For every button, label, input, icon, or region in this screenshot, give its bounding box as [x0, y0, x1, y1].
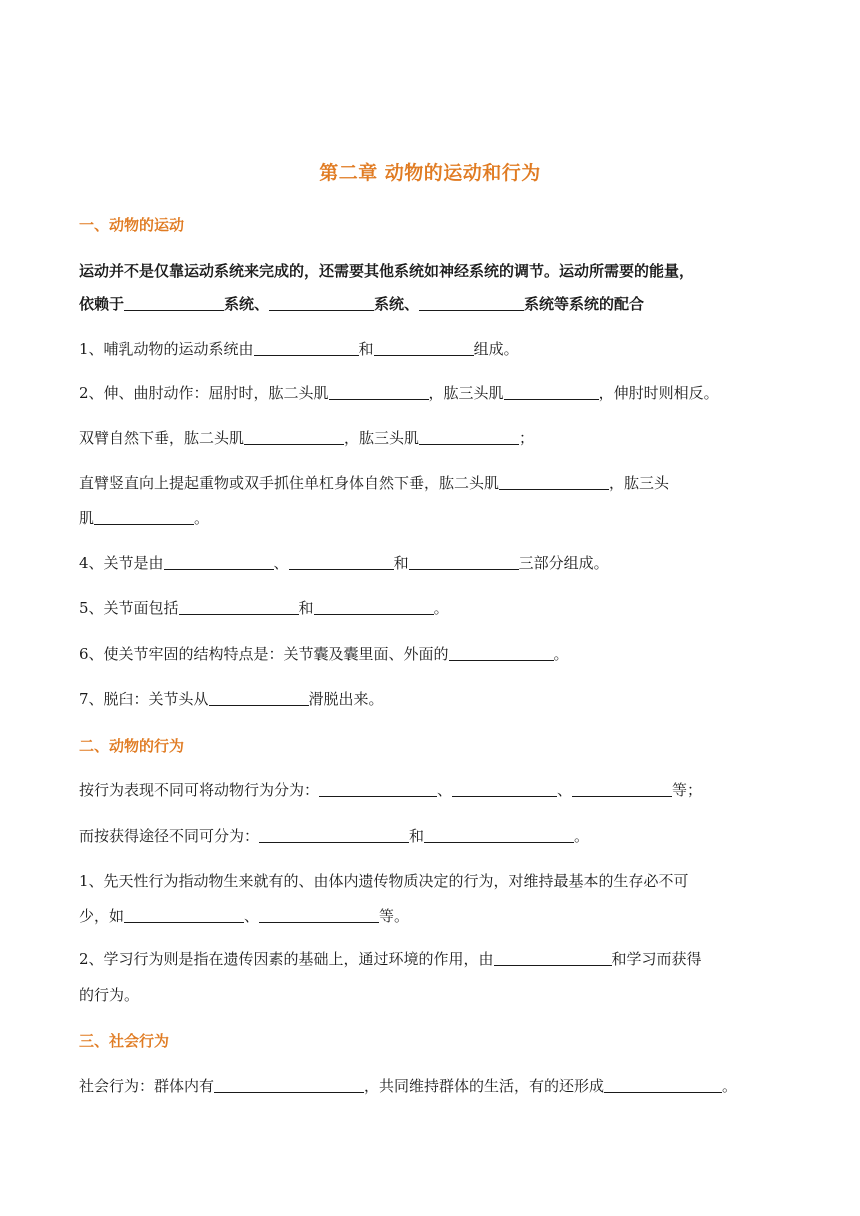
item-6	[79, 644, 785, 664]
text-segment: 和	[358, 340, 374, 358]
fill-blank[interactable]	[419, 429, 519, 445]
fill-blank[interactable]	[424, 827, 574, 843]
text-segment: 5、关节面包括	[79, 599, 179, 617]
text-segment: 和	[409, 827, 425, 845]
text-segment: 系统、	[224, 295, 270, 313]
fill-blank[interactable]	[94, 509, 194, 525]
text-segment: 。	[722, 1077, 738, 1095]
behavior-line-1	[79, 780, 785, 800]
fill-blank[interactable]	[504, 384, 599, 400]
learned-line-2: 的行为。	[79, 986, 140, 1004]
fill-blank[interactable]	[124, 295, 224, 311]
section-heading-social: 三、社会行为	[79, 1032, 170, 1050]
item-5	[79, 598, 785, 618]
fill-blank[interactable]	[269, 295, 374, 311]
text-segment: 而按获得途径不同可分为：	[79, 827, 260, 845]
fill-blank[interactable]	[179, 599, 299, 615]
fill-blank[interactable]	[374, 340, 474, 356]
text-segment: ；	[519, 429, 535, 447]
text-segment: ，肱三头肌	[344, 429, 420, 447]
item-2	[79, 383, 785, 403]
intro-line-2	[79, 294, 785, 314]
text-segment: 4、关节是由	[79, 554, 164, 572]
innate-line-1: 1、先天性行为指动物生来就有的、由体内遗传物质决定的行为，对维持最基本的生存必不可	[79, 872, 689, 890]
fill-blank[interactable]	[214, 1077, 364, 1093]
fill-blank[interactable]	[164, 554, 274, 570]
text-segment: 、	[273, 554, 289, 572]
fill-blank[interactable]	[244, 429, 344, 445]
text-segment: 2、伸、曲肘动作：屈肘时，肱二头肌	[79, 384, 329, 402]
text-segment: 、	[437, 781, 453, 799]
text-segment: 等；	[672, 781, 703, 799]
text-segment: 2、学习行为则是指在遗传因素的基础上，通过环境的作用，由	[79, 950, 494, 968]
fill-blank[interactable]	[572, 781, 672, 797]
text-segment: 少，如	[79, 907, 125, 925]
item-4	[79, 553, 785, 573]
item-2b	[79, 428, 785, 448]
text-segment: 三部分组成。	[518, 554, 609, 572]
behavior-line-2	[79, 826, 785, 846]
text-segment: ，肱三头	[609, 474, 670, 492]
text-segment: 系统、	[374, 295, 420, 313]
fill-blank[interactable]	[319, 781, 437, 797]
item-1	[79, 339, 785, 359]
fill-blank[interactable]	[604, 1077, 722, 1093]
item-7	[79, 689, 785, 709]
text-segment: 和	[298, 599, 314, 617]
fill-blank[interactable]	[494, 950, 612, 966]
text-segment: ，伸肘时则相反。	[598, 384, 719, 402]
text-segment: 直臂竖直向上提起重物或双手抓住单杠身体自然下垂，肱二头肌	[79, 474, 500, 492]
text-segment: 、	[244, 907, 260, 925]
fill-blank[interactable]	[259, 907, 379, 923]
intro-line-1: 运动并不是仅靠运动系统来完成的，还需要其他系统如神经系统的调节。运动所需要的能量，	[79, 262, 695, 280]
text-segment: 组成。	[473, 340, 519, 358]
text-segment: 按行为表现不同可将动物行为分为：	[79, 781, 320, 799]
text-segment: 。	[574, 827, 590, 845]
fill-blank[interactable]	[409, 554, 519, 570]
fill-blank[interactable]	[259, 827, 409, 843]
text-segment: 1、哺乳动物的运动系统由	[79, 340, 254, 358]
text-segment: 7、脱臼：关节头从	[79, 690, 209, 708]
text-segment: 双臂自然下垂，肱二头肌	[79, 429, 245, 447]
page-title: 第二章 动物的运动和行为	[319, 162, 541, 184]
fill-blank[interactable]	[314, 599, 434, 615]
item-2c	[79, 473, 785, 493]
fill-blank[interactable]	[124, 907, 244, 923]
text-segment: ，共同维持群体的生活，有的还形成	[364, 1077, 605, 1095]
section-heading-movement: 一、动物的运动	[79, 216, 185, 234]
text-segment: ，肱三头肌	[428, 384, 504, 402]
text-segment: 系统等系统的配合	[524, 295, 645, 313]
fill-blank[interactable]	[499, 474, 609, 490]
fill-blank[interactable]	[254, 340, 359, 356]
fill-blank[interactable]	[329, 384, 429, 400]
text-segment: 等。	[379, 907, 410, 925]
fill-blank[interactable]	[419, 295, 524, 311]
fill-blank[interactable]	[452, 781, 557, 797]
section-heading-behavior: 二、动物的行为	[79, 737, 185, 755]
social-line-1	[79, 1076, 785, 1096]
item-2d	[79, 508, 785, 528]
fill-blank[interactable]	[289, 554, 394, 570]
text-segment: 。	[553, 645, 569, 663]
text-segment: 肌	[79, 509, 95, 527]
text-segment: 和	[393, 554, 409, 572]
text-segment: 和学习而获得	[611, 950, 702, 968]
fill-blank[interactable]	[449, 645, 554, 661]
text-segment: 6、使关节牢固的结构特点是：关节囊及囊里面、外面的	[79, 645, 449, 663]
learned-line-1	[79, 949, 785, 969]
text-segment: 依赖于	[79, 295, 125, 313]
text-segment: 。	[194, 509, 210, 527]
text-segment: 社会行为：群体内有	[79, 1077, 215, 1095]
text-segment: 、	[557, 781, 573, 799]
text-segment: 滑脱出来。	[308, 690, 384, 708]
innate-line-2	[79, 906, 785, 926]
text-segment: 。	[433, 599, 449, 617]
fill-blank[interactable]	[209, 690, 309, 706]
